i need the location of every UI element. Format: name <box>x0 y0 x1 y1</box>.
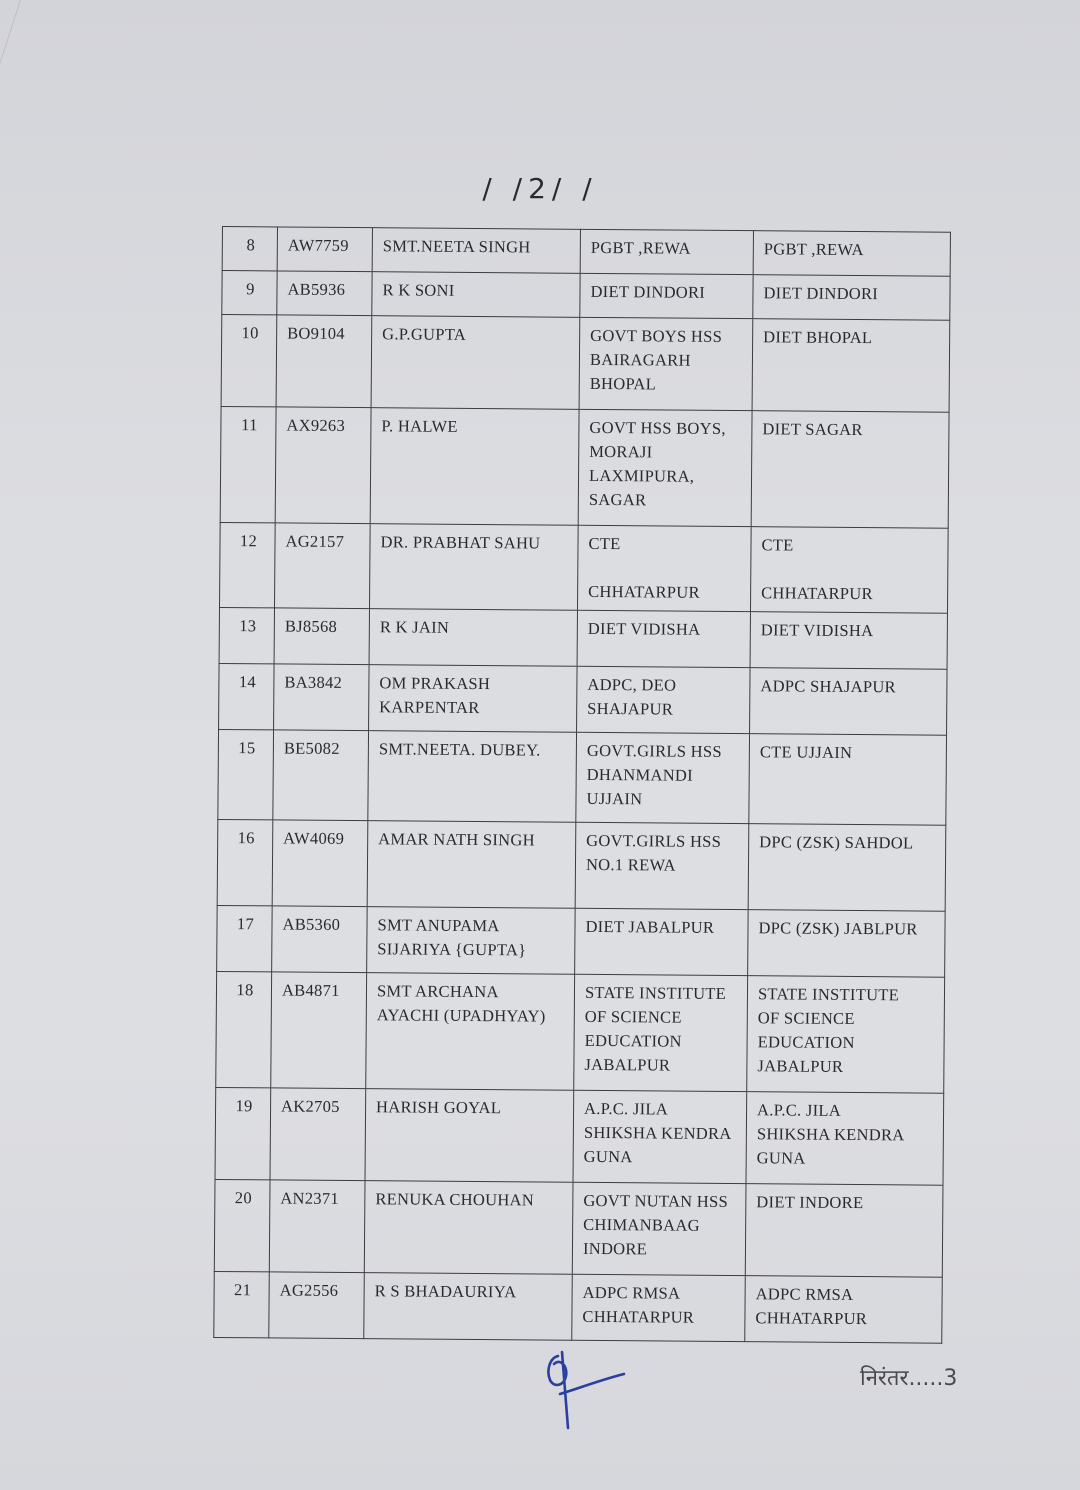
employee-name: OM PRAKASH KARPENTAR <box>369 665 578 733</box>
employee-code: AG2556 <box>269 1272 365 1339</box>
table-row <box>217 905 945 977</box>
employee-name: DR. PRABHAT SAHU <box>369 524 578 611</box>
serial-number: 13 <box>219 607 274 663</box>
new-posting: DPC (ZSK) SAHDOL <box>748 824 946 912</box>
new-posting: DIET DINDORI <box>753 275 950 321</box>
employee-name: HARISH GOYAL <box>365 1089 574 1183</box>
serial-number: 20 <box>214 1179 270 1271</box>
current-posting: PGBT ,REWA <box>580 229 753 274</box>
employee-name: P. HALWE <box>370 408 579 526</box>
new-posting: DIET SAGAR <box>751 411 949 529</box>
employee-code: AK2705 <box>270 1088 366 1181</box>
employee-code: BE5082 <box>273 730 369 821</box>
employee-code: AN2371 <box>269 1180 365 1273</box>
current-posting: CTE CHHATARPUR <box>577 525 751 611</box>
employee-name: R S BHADAURIYA <box>364 1273 573 1341</box>
roster-table-body <box>214 227 951 1344</box>
serial-number: 14 <box>219 663 275 729</box>
current-posting: GOVT BOYS HSS BAIRAGARH BHOPAL <box>579 317 753 410</box>
serial-number: 16 <box>217 819 273 905</box>
current-posting: GOVT.GIRLS HSS NO.1 REWA <box>575 822 749 909</box>
current-posting: DIET JABALPUR <box>575 908 749 975</box>
employee-name: SMT ARCHANA AYACHI (UPADHYAY) <box>366 973 575 1091</box>
employee-code: AB5360 <box>272 906 368 973</box>
employee-name: SMT.NEETA. DUBEY. <box>368 731 577 823</box>
new-posting: ADPC SHAJAPUR <box>750 668 948 736</box>
new-posting: PGBT ,REWA <box>753 231 950 277</box>
table-row <box>217 819 946 911</box>
table-row <box>222 271 950 321</box>
employee-name: AMAR NATH SINGH <box>367 821 576 909</box>
serial-number: 19 <box>215 1087 271 1179</box>
page-marker: / /2/ / <box>482 172 598 205</box>
new-posting: A.P.C. JILA SHIKSHA KENDRA GUNA <box>746 1092 944 1186</box>
table-row <box>214 1179 943 1277</box>
new-posting: DIET VIDISHA <box>750 612 947 670</box>
serial-number: 9 <box>222 271 277 315</box>
employee-code: AB5936 <box>277 271 372 316</box>
employee-name: SMT ANUPAMA SIJARIYA {GUPTA} <box>367 907 576 975</box>
serial-number: 17 <box>217 905 273 971</box>
new-posting: DIET BHOPAL <box>752 319 950 413</box>
current-posting: ADPC, DEO SHAJAPUR <box>577 666 751 733</box>
new-posting: DIET INDORE <box>745 1184 943 1278</box>
table-row <box>221 315 950 413</box>
table-row <box>220 406 949 528</box>
paper-fold-line <box>0 0 141 300</box>
current-posting: GOVT.GIRLS HSS DHANMANDI UJJAIN <box>576 732 750 823</box>
table-row <box>222 227 950 277</box>
continued-note: निरंतर.....3 <box>860 1366 958 1391</box>
current-posting: GOVT NUTAN HSS CHIMANBAAG INDORE <box>572 1182 746 1275</box>
table-row <box>219 663 947 735</box>
current-posting: A.P.C. JILA SHIKSHA KENDRA GUNA <box>573 1090 747 1183</box>
employee-name: G.P.GUPTA <box>371 316 580 410</box>
table-row <box>216 971 945 1093</box>
new-posting: CTE UJJAIN <box>749 734 947 826</box>
new-posting: CTE CHHATARPUR <box>750 527 948 614</box>
current-posting: DIET VIDISHA <box>577 610 750 667</box>
current-posting: ADPC RMSA CHHATARPUR <box>572 1274 746 1341</box>
table-row <box>214 1271 942 1343</box>
employee-code: BA3842 <box>274 664 370 731</box>
employee-name: SMT.NEETA SINGH <box>372 228 580 274</box>
serial-number: 10 <box>221 315 277 407</box>
employee-code: BO9104 <box>276 315 372 408</box>
signature-mark <box>540 1344 630 1430</box>
table-row <box>220 522 949 613</box>
employee-code: AB4871 <box>271 972 367 1089</box>
current-posting: DIET DINDORI <box>580 273 753 318</box>
employee-name: R K SONI <box>372 272 580 318</box>
serial-number: 18 <box>216 971 272 1087</box>
serial-number: 12 <box>220 522 276 607</box>
new-posting: DPC (ZSK) JABLPUR <box>748 910 946 978</box>
employee-name: RENUKA CHOUHAN <box>364 1181 573 1275</box>
serial-number: 15 <box>218 729 274 819</box>
employee-code: AX9263 <box>275 407 371 524</box>
table-row <box>219 607 947 669</box>
employee-code: BJ8568 <box>274 608 369 665</box>
serial-number: 21 <box>214 1271 270 1337</box>
current-posting: GOVT HSS BOYS, MORAJI LAXMIPURA, SAGAR <box>578 409 752 526</box>
table-row <box>215 1087 944 1185</box>
employee-name: R K JAIN <box>369 609 577 667</box>
table-row <box>218 729 947 825</box>
employee-code: AW7759 <box>277 227 372 272</box>
serial-number: 11 <box>220 406 276 522</box>
new-posting: ADPC RMSA CHHATARPUR <box>745 1276 943 1344</box>
serial-number: 8 <box>222 227 277 271</box>
roster-table <box>213 226 951 1344</box>
current-posting: STATE INSTITUTE OF SCIENCE EDUCATION JABALPUR <box>574 974 748 1091</box>
employee-code: AW4069 <box>272 820 368 907</box>
new-posting: STATE INSTITUTE OF SCIENCE EDUCATION JABALPUR <box>747 976 945 1094</box>
employee-code: AG2157 <box>275 523 371 609</box>
